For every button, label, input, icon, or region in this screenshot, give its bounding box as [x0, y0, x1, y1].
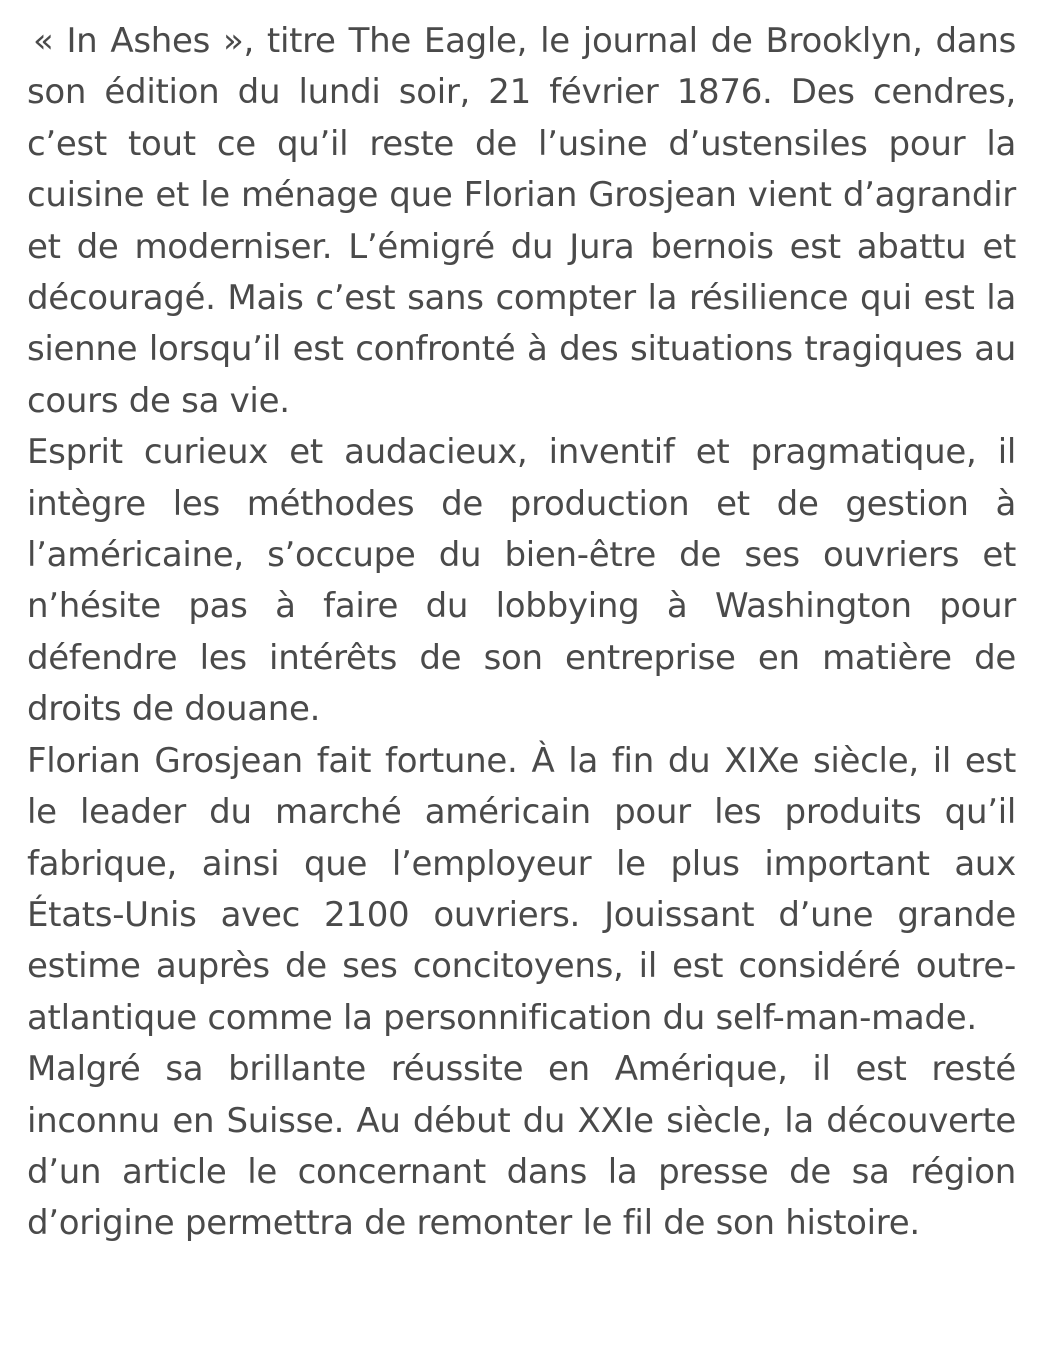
paragraph-2: Esprit curieux et audacieux, inventif et pragmatique, il intègre les méthodes de production et de gestion à l’américaine, s’occupe du bien-être de ses ouvriers et n’hésite pas à faire du lobbying à Washington pour défendre les intérêts de son entreprise en matière de droits de douane. — [27, 432, 1016, 730]
paragraph-3: Florian Grosjean fait fortune. À la fin du XIXe siècle, il est le leader du marché américain pour les produits qu’il fabrique, ainsi que l’employeur le plus important aux États-Unis avec 2100 ouvriers. Jouissant d’une grande estime auprès de ses concitoyens, il est considéré outre-atlantique comme la personnification du self-man-made. — [27, 740, 1016, 1038]
paragraph-4: Malgré sa brillante réussite en Amérique, il est resté inconnu en Suisse. Au début du XXIe siècle, la découverte d’un article le concernant dans la presse de sa région d’origine permettra de remonter le fil de son histoire. — [27, 1049, 1016, 1244]
paragraph-1: « In Ashes », titre The Eagle, le journal de Brooklyn, dans son édition du lundi soir, 21 février 1876. Des cendres, c’est tout ce qu’il reste de l’usine d’ustensiles pour la cuisine et le ménage que Florian Grosjean vient d’agrandir et de moderniser. L’émigré du Jura bernois est abattu et découragé. Mais c’est sans compter la résilience qui est la sienne lorsqu’il est confronté à des situations tragiques au cours de sa vie. — [27, 21, 1016, 421]
